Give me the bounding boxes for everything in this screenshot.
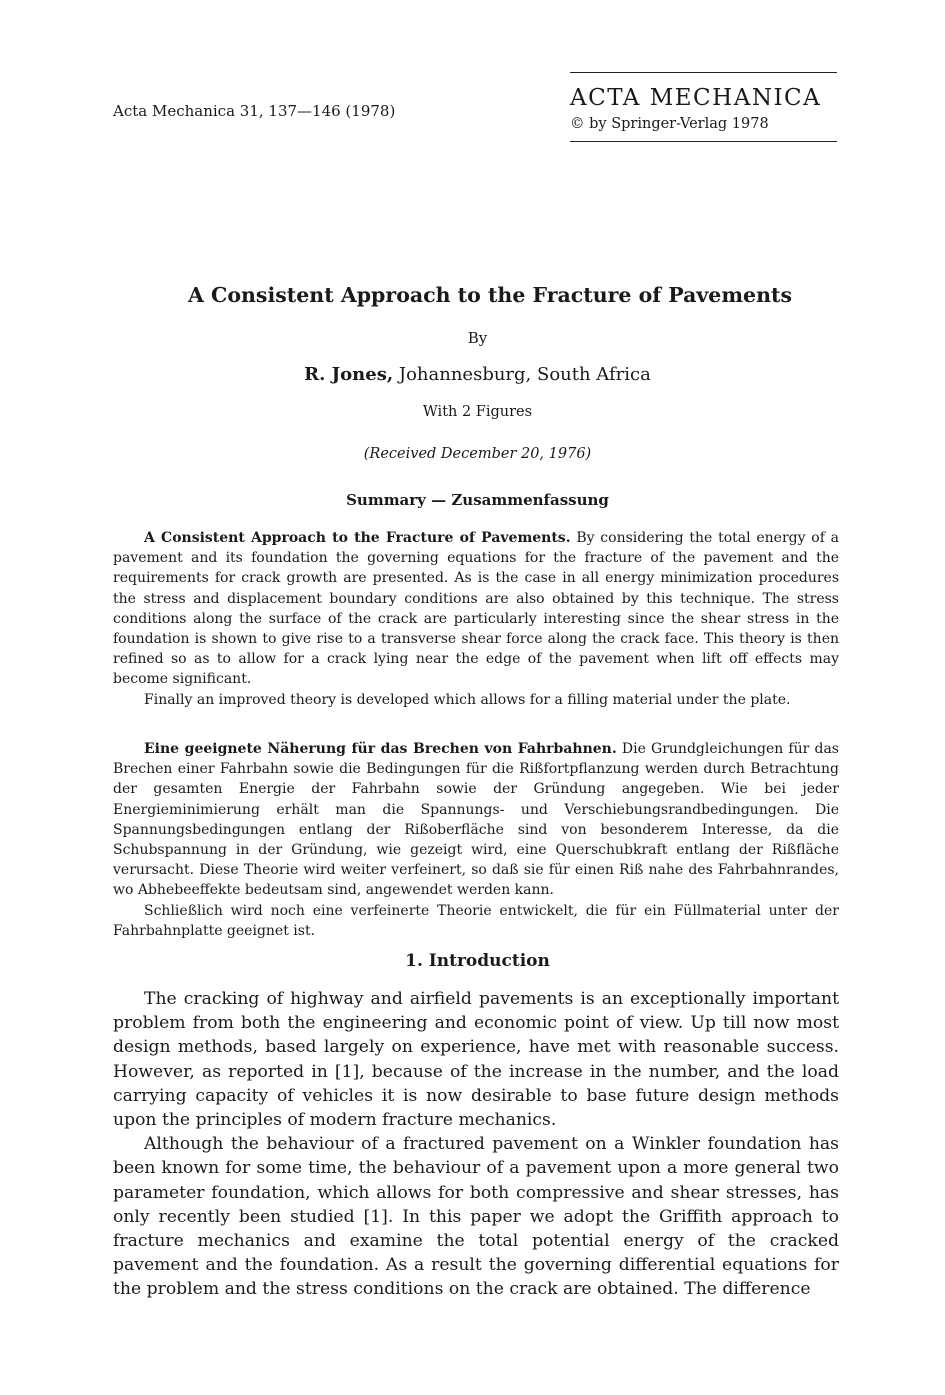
byline-by: By (467, 329, 488, 347)
author-line (0, 364, 945, 385)
masthead-bottom-rule (570, 141, 837, 142)
masthead-top-rule (570, 72, 837, 73)
german-abstract (113, 739, 839, 941)
english-abstract-paragraph-2: Finally an improved theory is developed which allows for a filling material under the plate. (144, 691, 791, 708)
english-abstract-title: A Consistent Approach to the Fracture of Pavements. (144, 530, 571, 546)
journal-name: ACTA MECHANICA (570, 85, 822, 111)
introduction-paragraph-1: The cracking of highway and airfield pavements is an exceptionally important problem from both the engineering and economic point of view. Up till now most design methods, based largely on experience, have met with reasonable success. However, as reported in [1], because of the increase in the number, and the load carrying capacity of vehicles it is now desirable to base future design methods upon the principles of modern fracture mechanics. (113, 989, 839, 1131)
received-date: (Received December 20, 1976) (363, 446, 592, 462)
introduction-body (113, 987, 839, 1302)
figure-count: With 2 Figures (422, 404, 533, 420)
german-abstract-paragraph (113, 739, 839, 901)
introduction-paragraph-2: Although the behaviour of a fractured pavement on a Winkler foundation has been known for some time, the behaviour of a pavement upon a more general two parameter foundation, which allows for both compressive and shear stresses, has only recently been studied [1]. In this paper we adopt the Griffith approach to fracture mechanics and examine the total potential energy of the cracked pavement and the foundation. As a result the governing differential equations for the problem and the stress conditions on the crack are obtained. The difference (113, 1134, 839, 1300)
german-abstract-text: Die Grundgleichungen für das Brechen einer Fahrbahn sowie die Bedingungen für die Rißfortpflanzung werden durch Betrachtung der gesamten Energie der Fahrbahn sowie der Gründung angegeben. Wie bei jeder Energieminimierung erhält man die Spannungs- und Verschiebungsrandbedingungen. Die Spannungsbedingungen entlang der Rißoberfläche sind von besonderem Interesse, da die Schubspannung in der Gründung, wie gezeigt wird, eine Querschubkraft entlang der Rißfläche verursacht. Diese Theorie wird weiter verfeinert, so daß sie für einen Riß nahe des Fahrbahnrandes, wo Abhebeeffekte bedeutsam sind, angewendet werden kann. (113, 741, 839, 899)
german-abstract-title: Eine geeignete Näherung für das Brechen von Fahrbahnen. (144, 741, 617, 757)
english-abstract-text: By considering the total energy of a pavement and its foundation the governing equations for the fracture of the pavement and the requirements for crack growth are presented. As is the case in all energy minimization procedures the stress and displacement boundary conditions are also obtained by this technique. The stress conditions along the surface of the crack are particularly interesting since the shear stress in the foundation is shown to give rise to a transverse shear force along the crack face. This theory is then refined so as to allow for a crack lying near the edge of the pavement when lift off effects may become significant. (113, 530, 840, 688)
author-location: Johannesburg, South Africa (393, 364, 651, 385)
english-abstract (113, 528, 839, 710)
author-name: R. Jones, (304, 364, 394, 385)
copyright-notice: © by Springer-Verlag 1978 (570, 116, 769, 132)
english-abstract-paragraph (113, 528, 839, 690)
section-heading-introduction: 1. Introduction (405, 951, 550, 971)
journal-masthead (570, 72, 837, 142)
summary-heading: Summary — Zusammenfassung (346, 491, 609, 509)
journal-citation: Acta Mechanica 31, 137—146 (1978) (113, 102, 396, 120)
german-abstract-paragraph-2: Schließlich wird noch eine verfeinerte Theorie entwickelt, die für ein Füllmaterial unter der Fahrbahnplatte geeignet ist. (113, 902, 839, 939)
article-title: A Consistent Approach to the Fracture of Pavements (187, 283, 792, 307)
